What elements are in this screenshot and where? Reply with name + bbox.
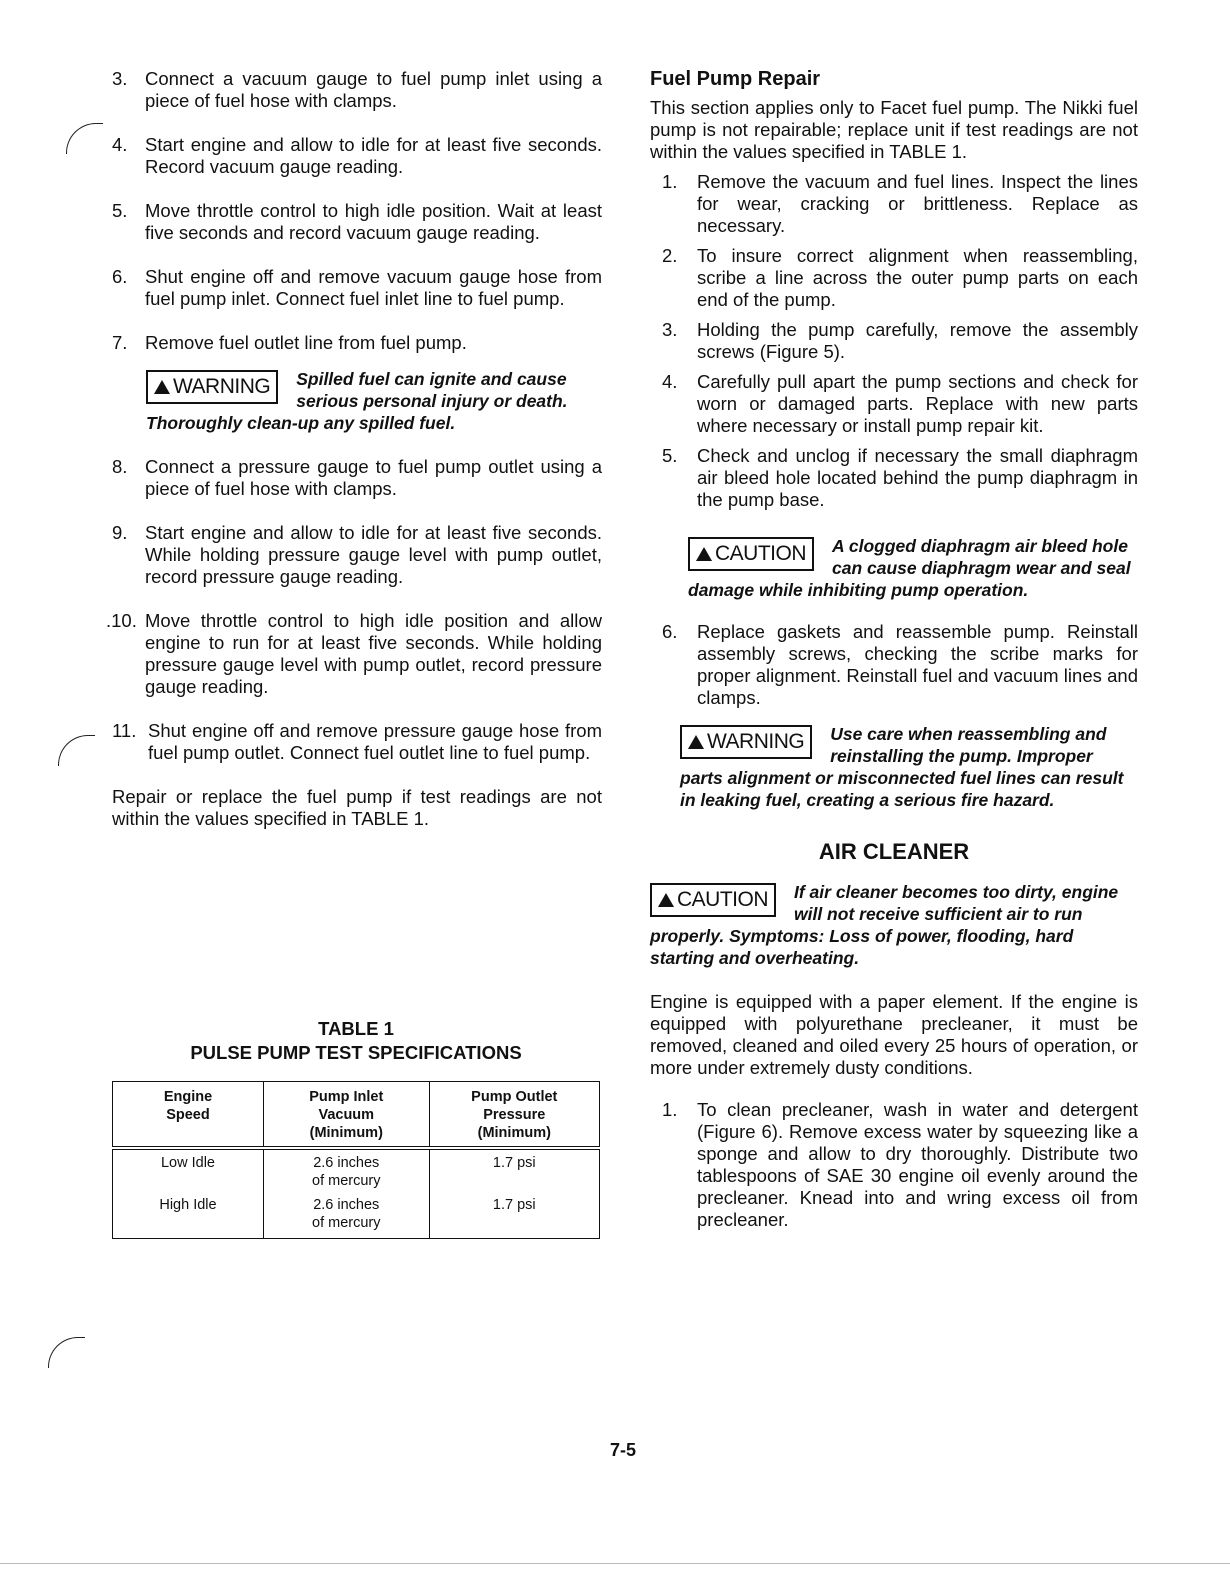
step-number: 6. (662, 621, 678, 642)
air-cleaner-intro: Engine is equipped with a paper element. If the engine is equipped with polyurethane precleaner, it must be removed, cleaned and oiled every 25 hours of operation, or more under extremely dusty conditions. (650, 991, 1138, 1078)
step-text: Connect a pressure gauge to fuel pump outlet using a piece of fuel hose with clamps. (145, 456, 602, 499)
step-6 (112, 266, 602, 310)
fuel-pump-repair-intro: This section applies only to Facet fuel pump. The Nikki fuel pump is not repairable; replace unit if test readings are not within the values specified in TABLE 1. (650, 97, 1138, 162)
step-number: 2. (662, 245, 678, 266)
air-cleaner-step-1 (650, 1099, 1138, 1231)
step-3 (112, 68, 602, 112)
step-text: Start engine and allow to idle for at least five seconds. Record vacuum gauge reading. (145, 134, 602, 177)
header-line: Pressure (483, 1107, 546, 1123)
header-engine-speed (113, 1082, 264, 1149)
step-text: To clean precleaner, wash in water and detergent (Figure 6). Remove excess water by squeezing like a sponge and allow to dry thoroughly. Distribute two tablespoons of SAE 30 engine oil evenly around the precleaner. Knead into and wring excess oil from precleaner. (697, 1099, 1138, 1230)
warning-triangle-icon (696, 547, 712, 561)
caution-label: CAUTION (677, 888, 768, 911)
caution-air-cleaner (650, 881, 1138, 969)
caution-text: A clogged diaphragm air bleed hole can cause diaphragm wear and seal damage while inhibiting pump operation. (688, 536, 1131, 600)
header-inlet-vacuum (263, 1082, 429, 1149)
caution-diaphragm (688, 535, 1138, 601)
step-number: 7. (112, 332, 128, 353)
header-line: Speed (166, 1107, 210, 1123)
warning-triangle-icon (154, 380, 170, 394)
step-text: Remove fuel outlet line from fuel pump. (145, 332, 467, 353)
step-text: To insure correct alignment when reassembling, scribe a line across the outer pump parts on each end of the pump. (697, 245, 1138, 310)
step-text: Start engine and allow to idle for at least five seconds. While holding pressure gauge level with pump outlet, record pressure gauge reading. (145, 522, 602, 587)
step-number: 1. (662, 171, 678, 192)
step-text: Move throttle control to high idle position. Wait at least five seconds and record vacuum gauge reading. (145, 200, 602, 243)
step-number: 1. (662, 1099, 678, 1120)
warning-reassembling (680, 723, 1138, 811)
warning-badge (680, 725, 812, 759)
step-4 (112, 134, 602, 178)
warning-text: Use care when reassembling and reinstalling the pump. Improper parts alignment or misconnected fuel lines can result in leaking fuel, creating a serious fire hazard. (680, 724, 1124, 810)
step-text: Shut engine off and remove vacuum gauge hose from fuel pump inlet. Connect fuel inlet line to fuel pump. (145, 266, 602, 309)
table-header-row (113, 1082, 600, 1149)
repair-step-6 (650, 621, 1138, 709)
header-line: Pump Inlet (309, 1089, 384, 1105)
repair-note: Repair or replace the fuel pump if test readings are not within the values specified in TABLE 1. (112, 786, 602, 829)
right-column (650, 68, 1138, 1239)
table-caption (112, 1017, 600, 1065)
step-5 (112, 200, 602, 244)
step-8 (112, 456, 602, 500)
step-text: Carefully pull apart the pump sections and check for worn or damaged parts. Replace with new parts where necessary or install pump repair kit. (697, 371, 1138, 436)
cell-line: 2.6 inches (313, 1197, 380, 1213)
repair-step-5 (650, 445, 1138, 511)
table-row (113, 1192, 600, 1239)
step-number: 4. (112, 134, 128, 155)
repair-step-4 (650, 371, 1138, 437)
cell-line: 2.6 inches (313, 1155, 380, 1171)
warning-label: WARNING (707, 730, 805, 753)
warning-label: WARNING (173, 375, 271, 398)
cell-line: of mercury (312, 1215, 381, 1231)
step-number: 11. (112, 720, 137, 741)
step-number: 5. (112, 200, 128, 221)
page-edge-rule (0, 1563, 1230, 1564)
cell-pressure: 1.7 psi (429, 1192, 599, 1239)
header-line: Vacuum (318, 1107, 375, 1123)
warning-triangle-icon (658, 893, 674, 907)
warning-badge (146, 370, 278, 404)
step-text: Remove the vacuum and fuel lines. Inspect the lines for wear, cracking or brittleness. Replace as necessary. (697, 171, 1138, 236)
step-number: 9. (112, 522, 128, 543)
step-text: Holding the pump carefully, remove the assembly screws (Figure 5). (697, 319, 1138, 362)
table-title: PULSE PUMP TEST SPECIFICATIONS (190, 1042, 522, 1063)
step-text: Replace gaskets and reassemble pump. Reinstall assembly screws, checking the scribe marks for proper alignment. Reinstall fuel and vacuum lines and clamps. (697, 621, 1138, 708)
cell-pressure: 1.7 psi (429, 1148, 599, 1192)
warning-spilled-fuel (146, 368, 602, 434)
step-text: Connect a vacuum gauge to fuel pump inlet using a piece of fuel hose with clamps. (145, 68, 602, 111)
step-number: 4. (662, 371, 678, 392)
step-number: .10. (106, 610, 137, 631)
header-outlet-pressure (429, 1082, 599, 1149)
table-number: TABLE 1 (318, 1018, 394, 1039)
step-number: 6. (112, 266, 128, 287)
warning-triangle-icon (688, 735, 704, 749)
caution-text: If air cleaner becomes too dirty, engine will not receive sufficient air to run properly. Symptoms: Loss of power, flooding, hard starting and overheating. (650, 882, 1119, 968)
header-line: Pump Outlet (471, 1089, 558, 1105)
margin-mark-icon (66, 123, 103, 154)
step-10 (106, 610, 602, 698)
cell-line: of mercury (312, 1173, 381, 1189)
cell-vacuum (263, 1192, 429, 1239)
margin-mark-icon (58, 735, 95, 766)
caution-label: CAUTION (715, 542, 806, 565)
cell-speed: Low Idle (113, 1148, 264, 1192)
step-number: 5. (662, 445, 678, 466)
step-11 (112, 720, 602, 764)
step-9 (112, 522, 602, 588)
table-row (113, 1148, 600, 1192)
header-line: (Minimum) (477, 1125, 551, 1141)
repair-step-3 (650, 319, 1138, 363)
step-number: 3. (662, 319, 678, 340)
step-text: Move throttle control to high idle position and allow engine to run for at least five seconds. While holding pressure gauge level with pump outlet, record pressure gauge reading. (145, 610, 602, 697)
header-line: (Minimum) (309, 1125, 383, 1141)
repair-step-1 (650, 171, 1138, 237)
header-line: Engine (163, 1089, 213, 1105)
step-number: 3. (112, 68, 128, 89)
cell-speed: High Idle (113, 1192, 264, 1239)
margin-mark-icon (48, 1337, 85, 1368)
cell-vacuum (263, 1148, 429, 1192)
step-number: 8. (112, 456, 128, 477)
repair-step-2 (650, 245, 1138, 311)
pump-spec-table (112, 1081, 600, 1239)
fuel-pump-repair-heading: Fuel Pump Repair (650, 68, 821, 90)
warning-text: Spilled fuel can ignite and cause serious personal injury or death. Thoroughly clean-up any spilled fuel. (146, 369, 568, 433)
step-7 (112, 332, 602, 354)
step-text: Shut engine off and remove pressure gauge hose from fuel pump outlet. Connect fuel outlet line to fuel pump. (148, 720, 602, 763)
left-column (106, 68, 602, 852)
page-number: 7-5 (610, 1440, 637, 1460)
caution-badge (650, 883, 776, 917)
air-cleaner-title: AIR CLEANER (818, 839, 970, 864)
step-text: Check and unclog if necessary the small diaphragm air bleed hole located behind the pump diaphragm in the pump base. (697, 445, 1138, 510)
caution-badge (688, 537, 814, 571)
